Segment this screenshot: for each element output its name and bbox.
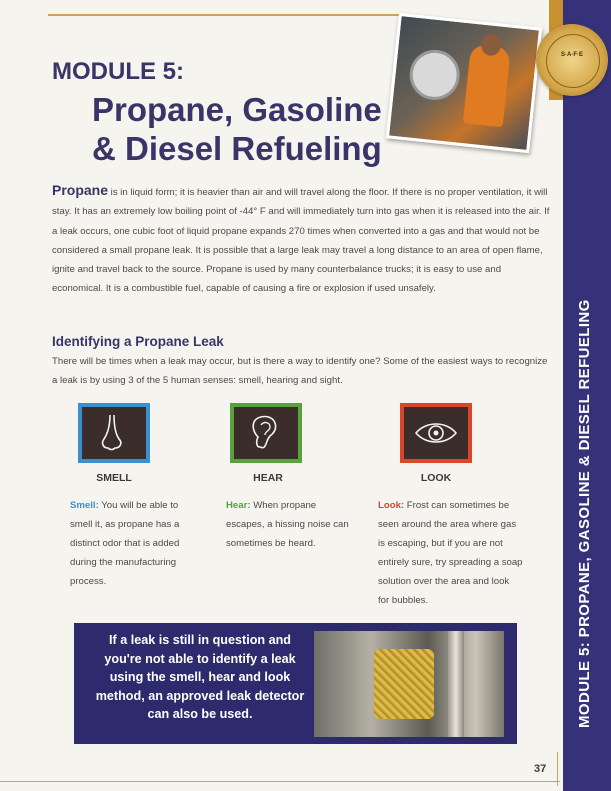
metal-rod-graphic [448, 631, 464, 737]
safety-seal [536, 24, 608, 96]
title-line-2: & Diesel Refueling [92, 130, 382, 167]
section-paragraph: There will be times when a leak may occur, but is there a way to identify one? Some of the easiest ways to recognize a leak is by using 3 of the 5 human senses: smell, hearing and sight. [52, 356, 548, 386]
section-heading: Identifying a Propane Leak [52, 334, 224, 349]
seal-ring [546, 34, 600, 88]
worker-graphic [463, 44, 511, 128]
smell-label: SMELL [96, 472, 132, 484]
hear-term: Hear: [226, 500, 251, 511]
gold-rule [48, 14, 400, 16]
seal-label: S·A·F·E [561, 52, 583, 58]
hear-description [226, 496, 350, 553]
eye-icon [404, 407, 468, 459]
title-line-1: Propane, Gasoline [92, 91, 382, 128]
hear-label: HEAR [253, 472, 283, 484]
smell-term: Smell: [70, 500, 99, 511]
callout-photo [314, 631, 504, 737]
ear-icon [234, 407, 298, 459]
smell-description [70, 496, 190, 591]
brass-fitting-graphic [374, 649, 434, 719]
header-photo [386, 13, 542, 153]
footer-rule [0, 781, 560, 782]
leak-detector-callout [74, 623, 517, 744]
look-icon-box [400, 403, 472, 463]
hear-text: When propane escapes, a hissing noise can sometimes be heard. [226, 500, 349, 549]
look-text: Frost can sometimes be seen around the area where gas is escaping, but if you are not entirely sure, try spreading a soap solution over the area and look for bubbles. [378, 500, 523, 606]
smell-text: You will be able to smell it, as propane has a distinct odor that is added during the manufacturing process. [70, 500, 180, 587]
intro-paragraph [52, 181, 550, 299]
look-term: Look: [378, 500, 405, 511]
page-title [92, 90, 382, 168]
hear-icon-box [230, 403, 302, 463]
intro-body: is in liquid form; it is heavier than air and will travel along the floor. If there is no proper ventilation, it will stay. It has an extremely low boiling point of -44° F and will immediately turn into gas when it is released into the air. If a leak occurs, one cubic foot of liquid propane expands 270 times when converted into a gas and that would not be considered a small propane leak. It is possible that a large leak may travel a long distance to an area of open flame, ignite and travel back to the source. Propane is used by many counterbalance trucks; it is easy to use and economical. It is a combustible fuel, capable of causing a fire or explosion if used unsafely. [52, 187, 550, 295]
intro-lead: Propane [52, 182, 109, 198]
side-tab-label: MODULE 5: PROPANE, GASOLINE & DIESEL REFUELING [576, 299, 593, 728]
nose-icon [82, 407, 146, 459]
look-label: LOOK [420, 472, 452, 484]
propane-tank-graphic [407, 47, 462, 102]
callout-text: If a leak is still in question and you're not able to identify a leak using the smell, hear and look method, an approved leak detector can also be used. [95, 633, 305, 721]
module-label: MODULE 5: [52, 58, 184, 85]
look-description [378, 496, 523, 610]
page-number-rule [557, 752, 558, 786]
smell-icon-box [78, 403, 150, 463]
page-number: 37 [534, 763, 547, 775]
